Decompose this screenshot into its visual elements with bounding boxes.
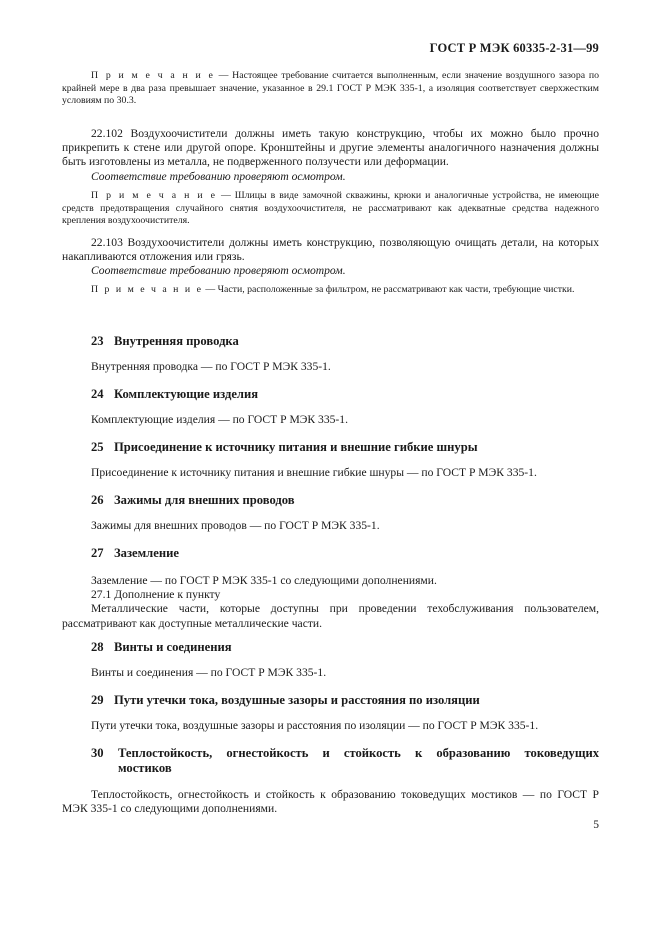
- section-29: [62, 693, 599, 708]
- note-2: [62, 190, 599, 228]
- document-header: ГОСТ Р МЭК 60335-2-31—99: [429, 41, 599, 55]
- clause-22-102: [62, 127, 599, 184]
- check-text: Соответствие требованию проверяют осмотром.: [91, 264, 346, 278]
- subclause-text: Металлические части, которые доступны при проведении техобслуживания пользователем, рассматривают как доступные металлические части.: [62, 602, 599, 630]
- note-1: [62, 70, 599, 108]
- note-label: П р и м е ч а н и е: [91, 190, 217, 201]
- section-heading: 26 Зажимы для внешних проводов: [91, 493, 295, 507]
- section-heading: 29 Пути утечки тока, воздушные зазоры и расстояния по изоляции: [91, 693, 480, 707]
- section-heading: 27 Заземление: [91, 546, 179, 560]
- section-24: [62, 387, 599, 402]
- clause-text: 22.102 Воздухоочистители должны иметь такую конструкцию, чтобы их можно было прочно прикрепить к стене или другой опоре. Кронштейны и другие элементы аналогичного назначения должны быть изготовлены из металла, не подверженного ползучести или деформации.: [62, 127, 599, 169]
- section-text: Внутренняя проводка — по ГОСТ Р МЭК 335-1.: [91, 360, 331, 373]
- section-heading: 24 Комплектующие изделия: [91, 387, 259, 401]
- clause-text: 22.103 Воздухоочистители должны иметь конструкцию, позволяющую очищать детали, на которых накапливаются отложения или грязь.: [62, 236, 599, 264]
- page-number: 5: [593, 819, 599, 831]
- section-text: Заземление — по ГОСТ Р МЭК 335-1 со следующими дополнениями.: [91, 574, 437, 587]
- note-text: — Части, расположенные за фильтром, не рассматривают как части, требующие чистки.: [202, 284, 575, 295]
- section-26: [62, 493, 599, 508]
- section-27: [62, 546, 599, 561]
- note-label: П р и м е ч а н и е: [91, 70, 215, 81]
- section-30: [62, 746, 599, 776]
- note-label: П р и м е ч а н и е: [91, 284, 203, 295]
- section-text: Винты и соединения — по ГОСТ Р МЭК 335-1.: [91, 666, 327, 679]
- note-text: — Настоящее требование считается выполненным, если значение воздушного зазора по крайней мере в два раза превышает значение, указанное в 29.1 ГОСТ Р МЭК 335-1, а изоляция соответствует сверхжестким условиям по 30.3.: [62, 70, 599, 107]
- section-heading: 25 Присоединение к источнику питания и внешние гибкие шнуры: [91, 440, 478, 454]
- section-heading: 28 Винты и соединения: [91, 640, 232, 654]
- section-28: [62, 640, 599, 655]
- note-3: [62, 284, 599, 297]
- section-text: Пути утечки тока, воздушные зазоры и расстояния по изоляции — по ГОСТ Р МЭК 335-1.: [91, 719, 539, 732]
- clause-22-103: [62, 236, 599, 279]
- subclause-title: 27.1 Дополнение к пункту: [91, 588, 221, 602]
- section-heading: 30 Теплостойкость, огнестойкость и стойкость к образованию токоведущих мостиков: [91, 746, 599, 775]
- check-text: Соответствие требованию проверяют осмотром.: [91, 169, 346, 183]
- section-text: Теплостойкость, огнестойкость и стойкость к образованию токоведущих мостиков — по ГОСТ Р МЭК 335-1 со следующими дополнениями.: [62, 788, 599, 816]
- section-text: Присоединение к источнику питания и внешние гибкие шнуры — по ГОСТ Р МЭК 335-1.: [91, 466, 537, 479]
- note-text: — Шлицы в виде замочной скважины, крюки и аналогичные устройства, не имеющие средств предотвращения случайного снятия воздухоочистителя, не рассматривают как адекватные средства надежного крепления воздухоочистителя.: [62, 190, 600, 227]
- section-25: [62, 440, 599, 455]
- section-heading: 23 Внутренняя проводка: [91, 334, 239, 348]
- section-text: Зажимы для внешних проводов — по ГОСТ Р МЭК 335-1.: [91, 519, 380, 532]
- section-23: [62, 334, 599, 349]
- section-text: Комплектующие изделия — по ГОСТ Р МЭК 335-1.: [91, 413, 348, 426]
